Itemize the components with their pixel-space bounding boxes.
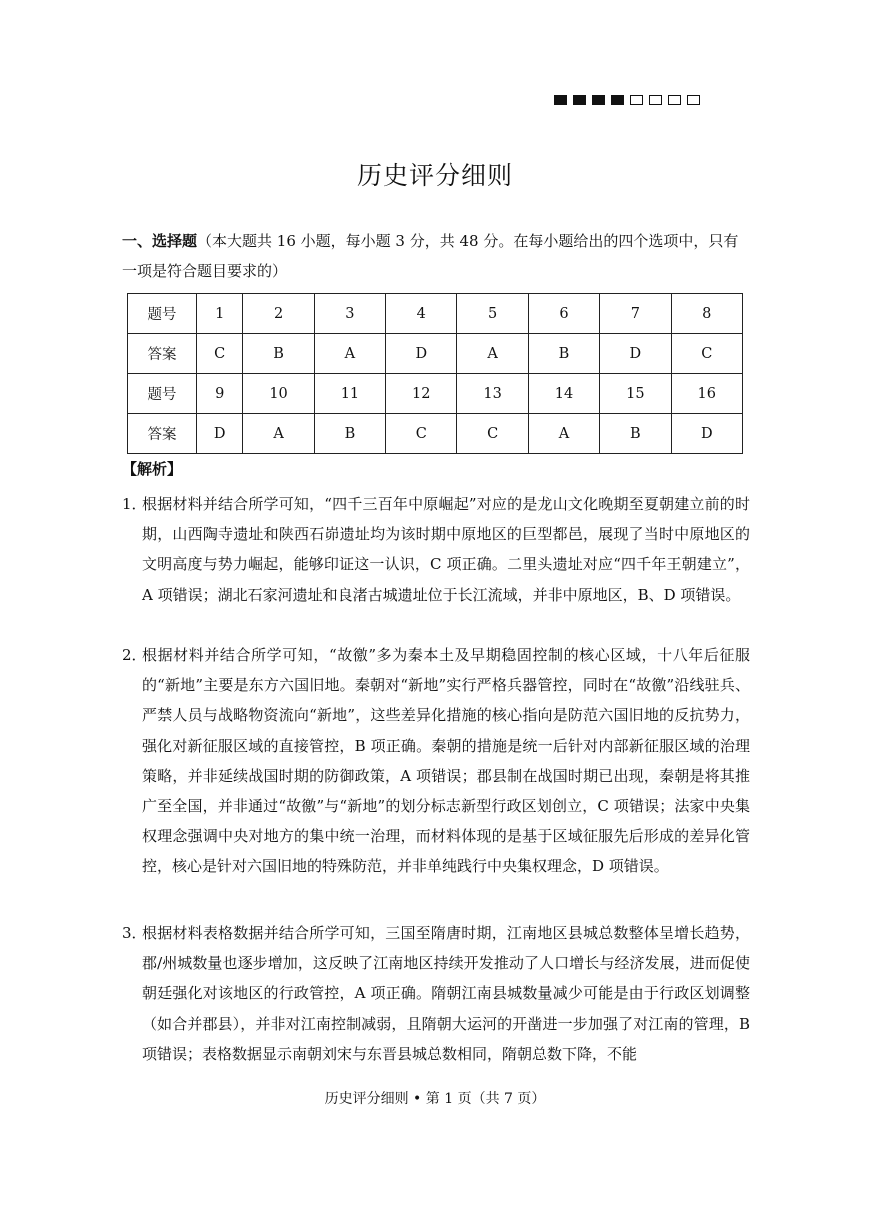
- row-label: 题号: [128, 294, 197, 334]
- table-cell: 9: [197, 374, 243, 414]
- table-cell: 4: [386, 294, 457, 334]
- table-cell: D: [600, 334, 671, 374]
- table-row: [128, 374, 743, 414]
- table-cell: 6: [528, 294, 599, 334]
- row-label: 答案: [128, 334, 197, 374]
- table-cell: C: [457, 414, 528, 454]
- table-cell: 11: [314, 374, 385, 414]
- table-cell: 12: [386, 374, 457, 414]
- table-cell: A: [528, 414, 599, 454]
- table-cell: 16: [671, 374, 742, 414]
- table-cell: 3: [314, 294, 385, 334]
- filled-square: [592, 95, 605, 105]
- table-cell: 7: [600, 294, 671, 334]
- item-text: 根据材料并结合所学可知，“故徼”多为秦本土及早期稳固控制的核心区域，十八年后征服的“新地”主要是东方六国旧地。秦朝对“新地”实行严格兵器管控，同时在“故徼”沿线驻兵、严禁人员与战略物资流向“新地”，这些差异化措施的核心指向是防范六国旧地的反抗势力，强化对新征服区域的直接管控，B 项正确。秦朝的措施是统一后针对内部新征服区域的治理策略，并非延续战国时期的防御政策，A 项错误；郡县制在战国时期已出现，秦朝是将其推广至全国，并非通过“故徼”与“新地”的划分标志新型行政区划创立，C 项错误；法家中央集权理念强调中央对地方的集中统一治理，而材料体现的是基于区域征服先后形成的差异化管控，核心是针对六国旧地的特殊防范，并非单纯践行中央集权理念，D 项错误。: [142, 646, 750, 876]
- answer-table: [127, 293, 743, 454]
- table-cell: 14: [528, 374, 599, 414]
- progress-squares: [554, 95, 700, 105]
- table-row: [128, 334, 743, 374]
- table-cell: 15: [600, 374, 671, 414]
- section-title: 一、选择题: [122, 232, 198, 250]
- table-row: [128, 414, 743, 454]
- section-instruction: （本大题共 16 小题，每小题 3 分，共 48 分。在每小题给出的四个选项中，只有一项是符合题目要求的）: [122, 232, 739, 280]
- row-label: 答案: [128, 414, 197, 454]
- table-cell: B: [314, 414, 385, 454]
- table-cell: 5: [457, 294, 528, 334]
- table-cell: 2: [243, 294, 314, 334]
- table-cell: C: [386, 414, 457, 454]
- page-footer: 历史评分细则 • 第 1 页（共 7 页）: [324, 1091, 546, 1107]
- table-cell: D: [197, 414, 243, 454]
- item-number: 1．: [122, 495, 147, 513]
- item-text: 根据材料并结合所学可知，“四千三百年中原崛起”对应的是龙山文化晚期至夏朝建立前的时期，山西陶寺遗址和陕西石峁遗址均为该时期中原地区的巨型都邑，展现了当时中原地区的文明高度与势力崛起，能够印证这一认识，C 项正确。二里头遗址对应“四千年王朝建立”，A 项错误；湖北石家河遗址和良渚古城遗址位于长江流域，并非中原地区，B、D 项错误。: [142, 495, 750, 604]
- table-row: [128, 294, 743, 334]
- table-cell: A: [314, 334, 385, 374]
- empty-square: [649, 95, 662, 105]
- item-text: 根据材料表格数据并结合所学可知，三国至隋唐时期，江南地区县城总数整体呈增长趋势，郡/州城数量也逐步增加，这反映了江南地区持续开发推动了人口增长与经济发展，进而促使朝廷强化对该地区的行政管控，A 项正确。隋朝江南县城数量减少可能是由于行政区划调整（如合并郡县），并非对江南控制减弱，且隋朝大运河的开凿进一步加强了对江南的管理，B 项错误；表格数据显示南朝刘宋与东晋县城总数相同，隋朝总数下降，不能: [142, 924, 750, 1063]
- table-cell: A: [243, 414, 314, 454]
- section-instructions: [122, 226, 748, 286]
- table-cell: B: [528, 334, 599, 374]
- table-cell: C: [197, 334, 243, 374]
- analysis-item-3: [122, 918, 750, 1069]
- empty-square: [668, 95, 681, 105]
- table-cell: D: [386, 334, 457, 374]
- empty-square: [687, 95, 700, 105]
- empty-square: [630, 95, 643, 105]
- filled-square: [611, 95, 624, 105]
- table-cell: D: [671, 414, 742, 454]
- filled-square: [554, 95, 567, 105]
- row-label: 题号: [128, 374, 197, 414]
- table-cell: 8: [671, 294, 742, 334]
- table-cell: B: [243, 334, 314, 374]
- table-cell: B: [600, 414, 671, 454]
- analysis-item-2: [122, 640, 750, 882]
- item-number: 2．: [122, 646, 147, 664]
- table-cell: 10: [243, 374, 314, 414]
- analysis-item-1: [122, 489, 750, 610]
- item-number: 3．: [122, 924, 147, 942]
- table-cell: A: [457, 334, 528, 374]
- table-cell: 13: [457, 374, 528, 414]
- analysis-heading: 【解析】: [122, 460, 183, 478]
- page-title: 历史评分细则: [356, 161, 513, 190]
- filled-square: [573, 95, 586, 105]
- table-cell: C: [671, 334, 742, 374]
- table-cell: 1: [197, 294, 243, 334]
